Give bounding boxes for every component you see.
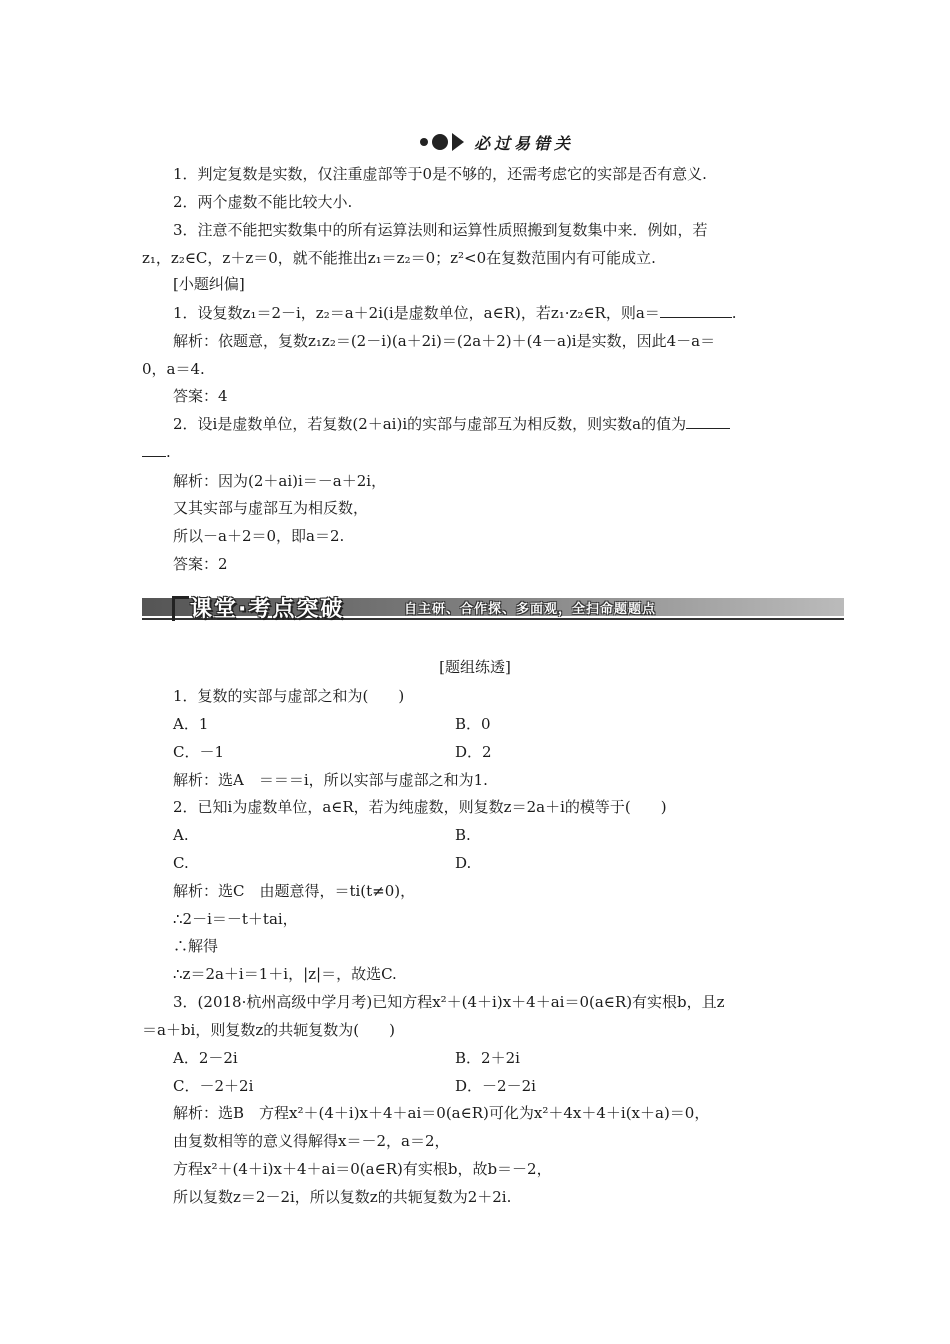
option-a: A．2－2i bbox=[173, 1049, 238, 1067]
solution-line: 解析：选C 由题意得，＝ti(t≠0)， bbox=[173, 882, 416, 900]
answer-line: 答案：2 bbox=[173, 555, 228, 573]
solution-line: ∴解得 bbox=[173, 937, 219, 955]
option-d: D. bbox=[455, 854, 472, 872]
question-1-stem bbox=[173, 303, 737, 323]
answer-blank bbox=[142, 442, 166, 457]
bullet-circle-icon bbox=[432, 134, 448, 150]
answer-blank bbox=[686, 414, 730, 429]
practice-q3-stem-cont: ＝a＋bi，则复数z的共轭复数为( ) bbox=[142, 1021, 395, 1039]
question-end: . bbox=[166, 443, 171, 461]
option-a: A. bbox=[173, 826, 189, 844]
banner-subtitle: 自主研、合作探、多面观，全扫命题题点 bbox=[404, 602, 657, 617]
solution-line: ∴2－i＝－t＋tai， bbox=[173, 910, 298, 928]
section-banner bbox=[142, 592, 844, 622]
practice-q1-stem: 1．复数的实部与虚部之和为( ) bbox=[173, 687, 405, 705]
section-header bbox=[420, 130, 574, 154]
solution-line: 0，a＝4. bbox=[142, 360, 205, 378]
note-3-cont: z₁，z₂∈C，z＋z＝0，就不能推出z₁＝z₂＝0；z²<0在复数范围内有可能成立. bbox=[142, 249, 656, 267]
option-d: D．2 bbox=[455, 743, 492, 761]
solution-line: 所以复数z＝2－2i，所以复数z的共轭复数为2＋2i. bbox=[173, 1188, 512, 1206]
solution-line: 解析：因为(2＋ai)i＝－a＋2i， bbox=[173, 472, 387, 490]
note-1: 1．判定复数是实数，仅注重虚部等于0是不够的，还需考虑它的实部是否有意义. bbox=[173, 165, 707, 183]
solution-line: 解析：选B 方程x²＋(4＋i)x＋4＋ai＝0(a∈R)可化为x²＋4x＋4＋i(x＋a)＝0， bbox=[173, 1104, 710, 1122]
question-text: 2．设i是虚数单位，若复数(2＋ai)i的实部与虚部互为相反数，则实数a的值为 bbox=[173, 415, 687, 433]
solution-line: 解析：依题意，复数z₁z₂＝(2－i)(a＋2i)＝(2a＋2)＋(4－a)i是实数，因此4－a＝ bbox=[173, 332, 716, 350]
option-c: C．－1 bbox=[173, 743, 225, 761]
section-title: 必过易错关 bbox=[474, 133, 575, 153]
option-b: B．2＋2i bbox=[455, 1049, 520, 1067]
answer-line: 答案：4 bbox=[173, 387, 228, 405]
solution-line: ∴z＝2a＋i＝1＋i，|z|＝，故选C. bbox=[173, 965, 397, 983]
option-c: C．－2＋2i bbox=[173, 1077, 254, 1095]
mini-errata-label: [小题纠偏] bbox=[173, 275, 245, 293]
solution-line: 所以－a＋2＝0，即a＝2. bbox=[173, 527, 345, 545]
option-d: D．－2－2i bbox=[455, 1077, 536, 1095]
option-a: A．1 bbox=[173, 715, 209, 733]
question-2-stem-cont bbox=[142, 442, 171, 462]
note-2: 2．两个虚数不能比较大小. bbox=[173, 193, 353, 211]
option-b: B. bbox=[455, 826, 471, 844]
arrow-right-icon bbox=[452, 133, 464, 151]
question-text: 1．设复数z₁＝2－i，z₂＝a＋2i(i是虚数单位，a∈R)，若z₁·z₂∈R，则a＝ bbox=[173, 304, 660, 322]
solution-line: 由复数相等的意义得解得x＝－2，a＝2， bbox=[173, 1132, 450, 1150]
solution-line: 方程x²＋(4＋i)x＋4＋ai＝0(a∈R)有实根b，故b＝－2， bbox=[173, 1160, 552, 1178]
banner-title: 课堂·考点突破 bbox=[190, 597, 345, 622]
option-c: C. bbox=[173, 854, 189, 872]
practice-q2-stem: 2．已知i为虚数单位，a∈R，若为纯虚数，则复数z＝2a＋i的模等于( ) bbox=[173, 798, 667, 816]
question-2-stem bbox=[173, 414, 730, 434]
option-b: B．0 bbox=[455, 715, 491, 733]
solution-line: 又其实部与虚部互为相反数， bbox=[173, 499, 369, 517]
bullet-dot-icon bbox=[420, 138, 428, 146]
practice-q3-stem: 3．(2018·杭州高级中学月考)已知方程x²＋(4＋i)x＋4＋ai＝0(a∈R)有实根b，且z bbox=[173, 993, 725, 1011]
solution-line: 解析：选A ＝＝＝i，所以实部与虚部之和为1. bbox=[173, 771, 488, 789]
note-3: 3．注意不能把实数集中的所有运算法则和运算性质照搬到复数集中来．例如，若 bbox=[173, 221, 708, 239]
banner-hook-icon bbox=[172, 596, 189, 621]
question-end: . bbox=[731, 304, 737, 322]
answer-blank bbox=[660, 303, 732, 318]
practice-title: [题组练透] bbox=[439, 658, 511, 676]
